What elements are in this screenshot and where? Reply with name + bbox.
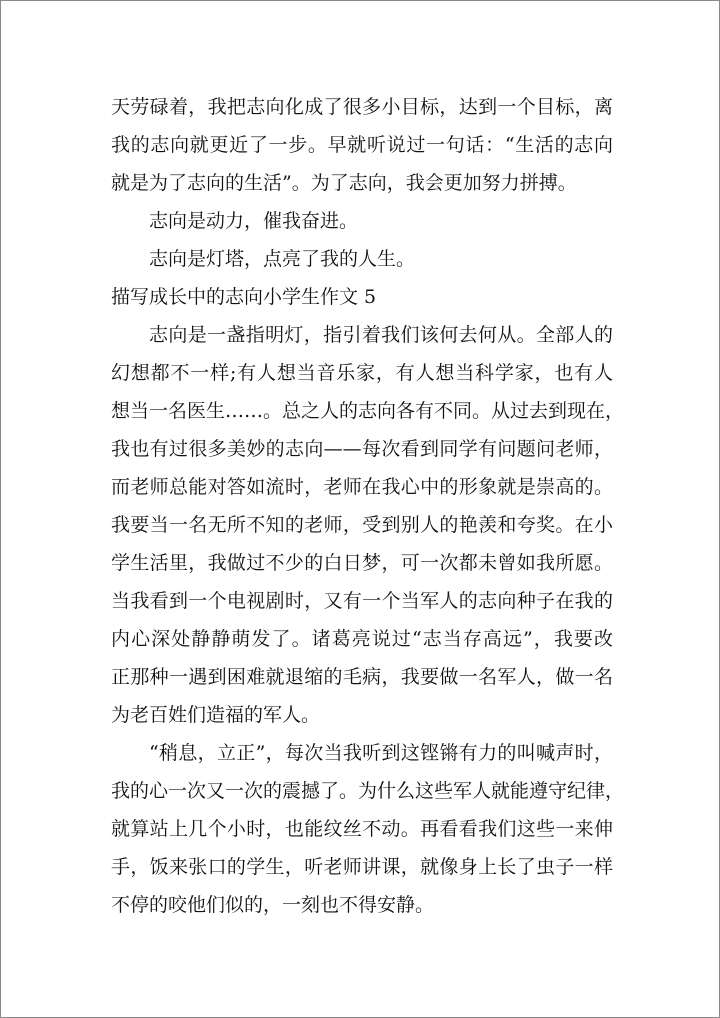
text-line: 幻想都不一样;有人想当音乐家，有人想当科学家，也有人 [111,362,613,384]
text-line: 志向是动力，催我奋进。 [149,210,359,232]
text-line: 手，饭来张口的学生，听老师讲课，就像身上长了虫子一样 [111,856,613,878]
text-line: 内心深处静静萌发了。诸葛亮说过“志当存高远”，我要改 [111,628,613,650]
text-line: 我的志向就更近了一步。早就听说过一句话：“生活的志向 [111,134,613,156]
text-line: 我的心一次又一次的震撼了。为什么这些军人就能遵守纪律， [111,780,625,802]
text-line: 志向是灯塔，点亮了我的人生。 [149,248,416,270]
section-heading: 描写成长中的志向小学生作文 5 [111,286,377,308]
text-line: 想当一名医生……。总之人的志向各有不同。从过去到现在， [111,400,625,422]
text-line: 正那种一遇到困难就退缩的毛病，我要做一名军人，做一名 [111,666,613,688]
text-line: 就算站上几个小时，也能纹丝不动。再看看我们这些一来伸 [111,818,613,840]
text-line: 当我看到一个电视剧时，又有一个当军人的志向种子在我的 [111,590,613,612]
text-line: 我也有过很多美妙的志向——每次看到同学有问题问老师， [111,438,613,460]
text-line: 为老百姓们造福的军人。 [111,704,321,726]
text-line: 就是为了志向的生活”。为了志向，我会更加努力拼搏。 [111,172,577,194]
text-line: 天劳碌着，我把志向化成了很多小目标，达到一个目标，离 [111,96,613,118]
text-line: 不停的咬他们似的，一刻也不得安静。 [111,894,435,916]
text-line: “稍息，立正”，每次当我听到这铿锵有力的叫喊声时， [149,742,613,764]
text-line: 而老师总能对答如流时，老师在我心中的形象就是崇高的。 [111,476,613,498]
text-line: 学生活里，我做过不少的白日梦，可一次都未曾如我所愿。 [111,552,613,574]
text-line: 我要当一名无所不知的老师，受到别人的艳羡和夸奖。在小 [111,514,613,536]
text-line: 志向是一盏指明灯，指引着我们该何去何从。全部人的 [149,324,613,346]
